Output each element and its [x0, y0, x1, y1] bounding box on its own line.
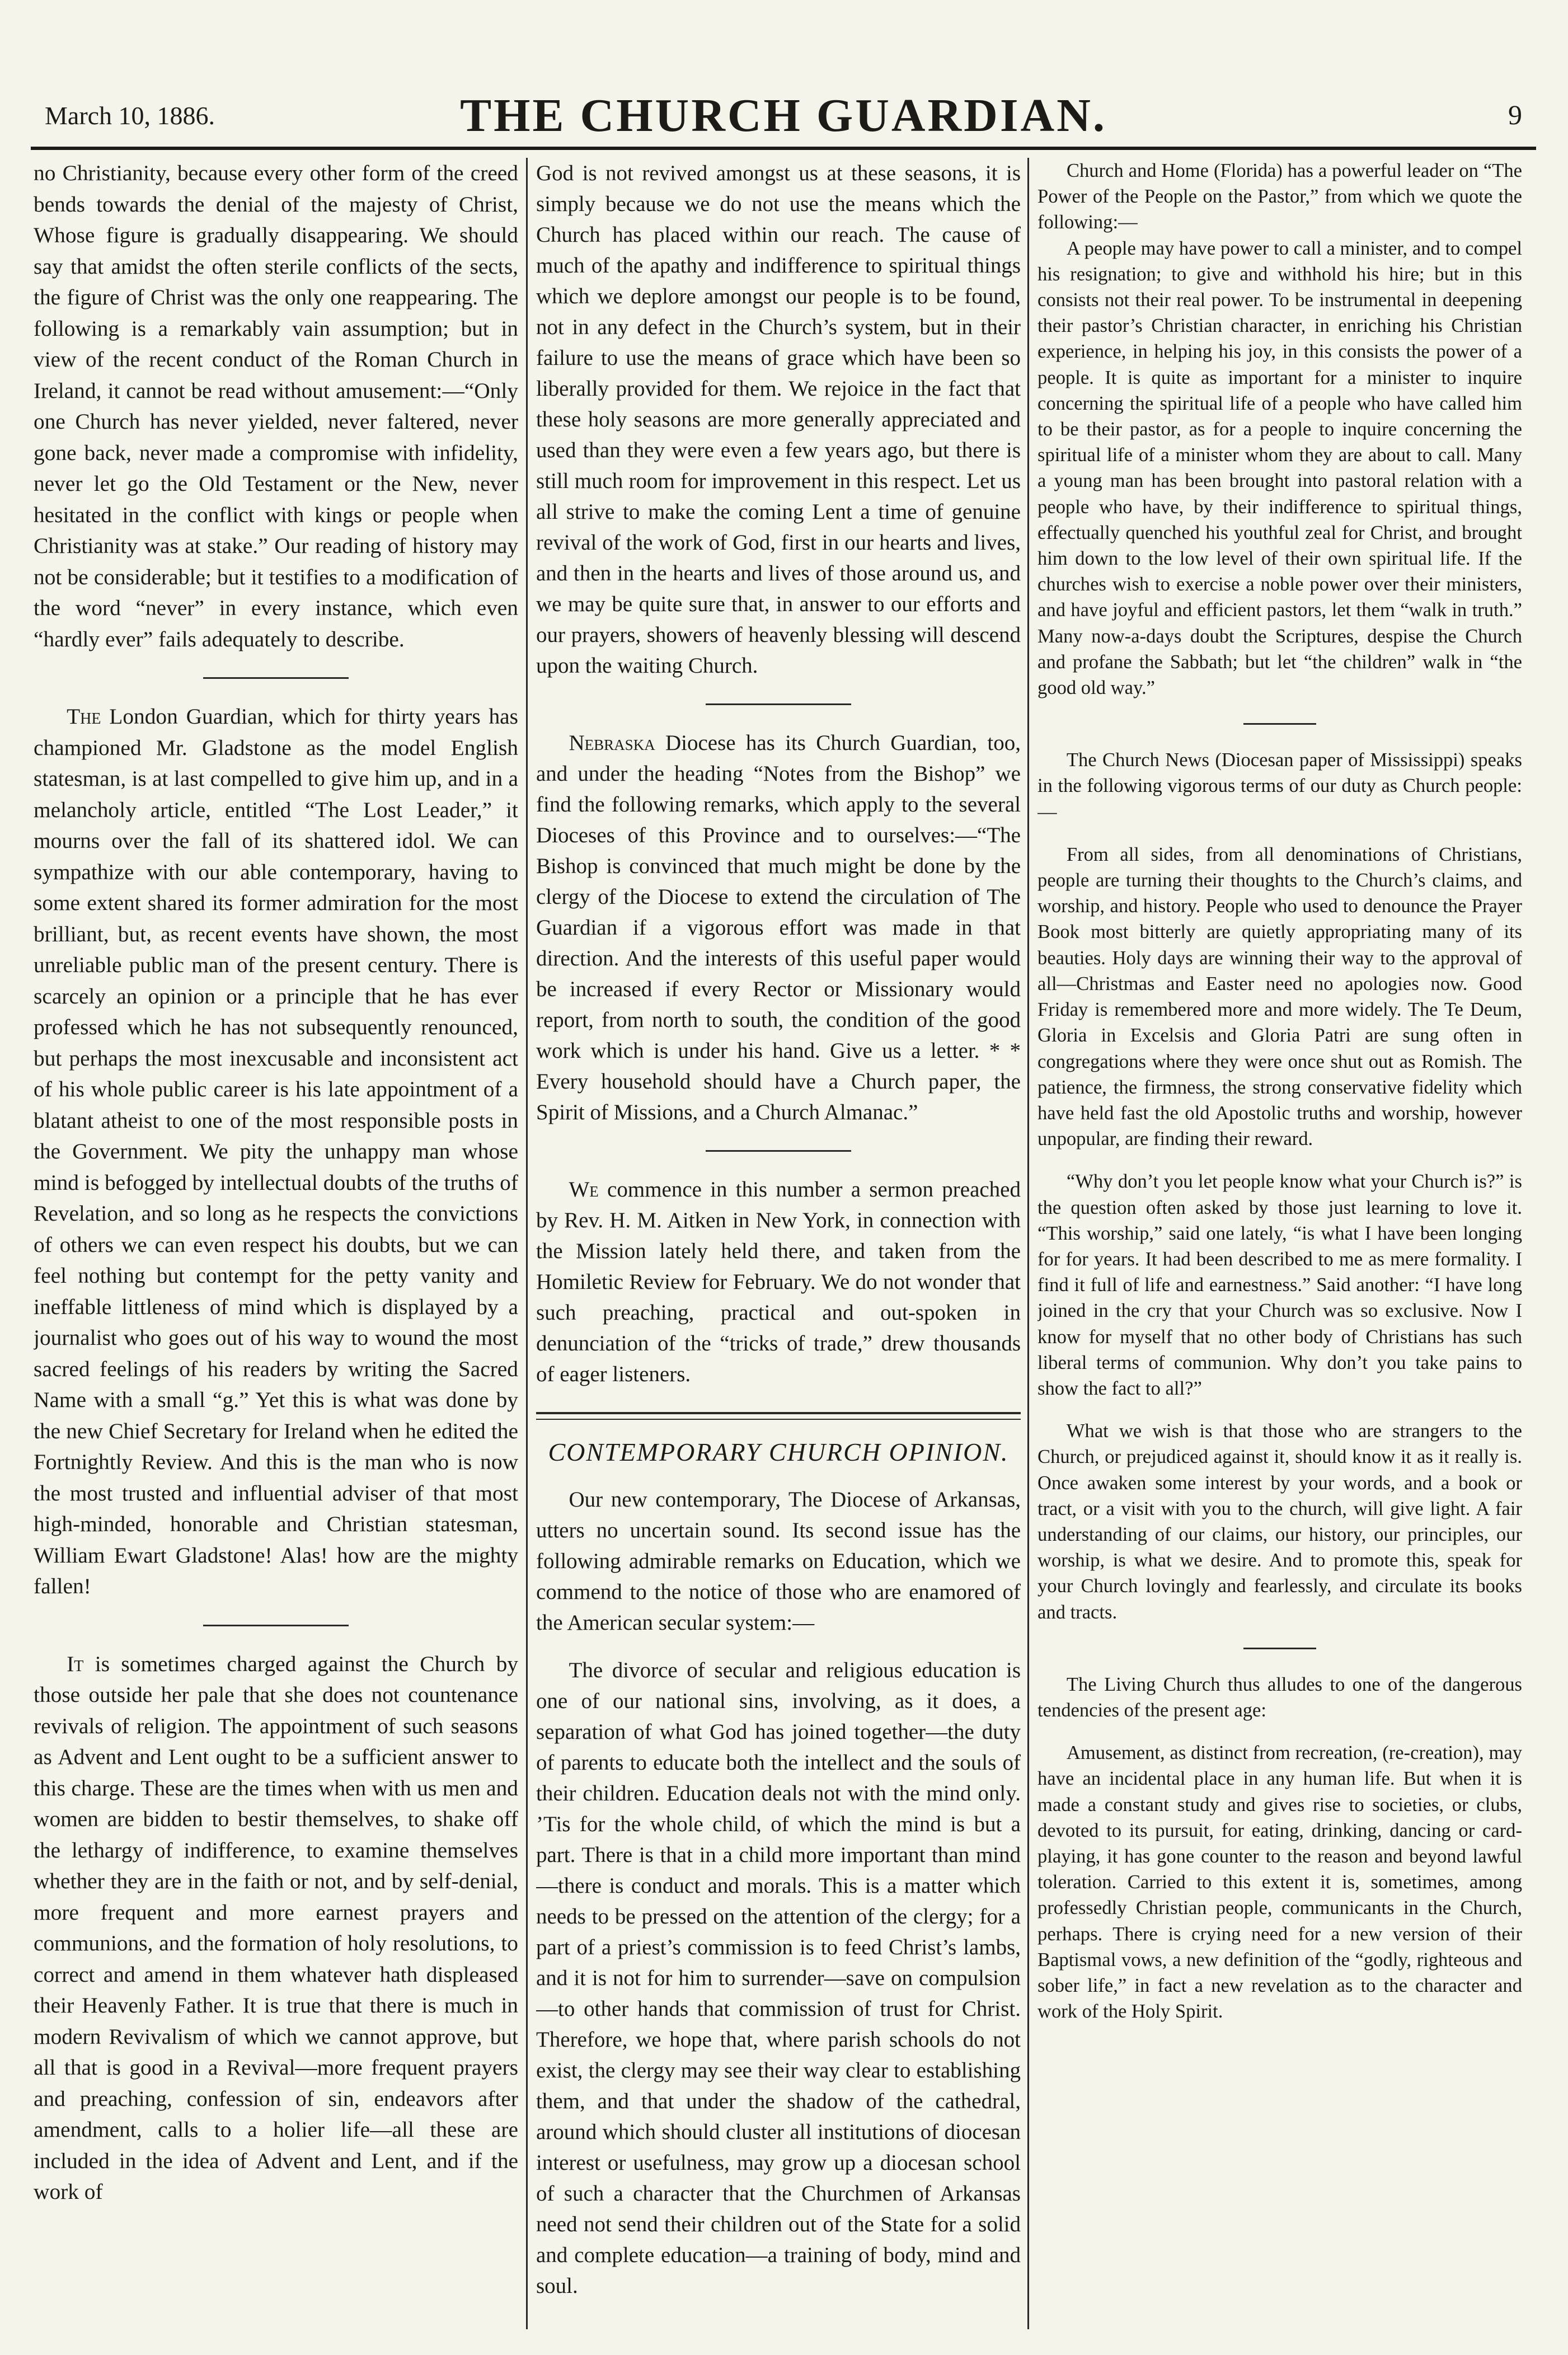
paragraph: no Christianity, because every other form of the creed bends towards the denial of the majesty of Christ, Whose figure is gradually disappearing. We should say that amidst the often sterile conflicts of the sects, the figure of Christ was the only one reappearing. The following is a remarkably vain assumption; but in view of the recent conduct of the Roman Church in Ireland, it cannot be read without amusement:—“Only one Church has never yielded, never faltered, never gone back, never made a compromise with infidelity, never let go the Old Testament or the New, never hesitated in the conflict with kings or people when Christianity was at stake.” Our reading of history may not be considerable; but it testifies to a modification of the word “never” in every instance, which even “hardly ever” fails adequately to describe.	[34, 161, 518, 651]
paragraph: The Church News (Diocesan paper of Mississippi) speaks in the following vigorous terms of our duty as Church people:—	[1037, 749, 1522, 823]
quoted-paragraph: The divorce of secular and religious education is one of our national sins, involving, as it does, a separation of what God has joined together—the duty of parents to educate both the intellect and the souls of their children. Education deals not with the mind only. ’Tis for the whole child, of which the mind is but a part. There is that in a child more important than mind—there is conduct and morals. This is a matter which needs to be pressed on the attention of the clergy; for a part of a priest’s commission is to feed Christ’s lambs, and it is not for him to surrender—save on compulsion—to other hands that commission of trust for Christ. Therefore, we hope that, where parish schools do not exist, the clergy may see their way clear to establishing them, and that under the shadow of the cathedral, around which should cluster all institutions of diocesan interest or usefulness, may grow up a diocesan school of such a character that the Churchmen of Arkansas need not send their children out of the State for a solid and complete education—a training of body, mind and soul.	[536, 1658, 1021, 2298]
page-number: 9	[1508, 99, 1522, 130]
quoted-paragraph: “Why don’t you let people know what your Church is?” is the question often asked by those just learning to love it. “This worship,” said one lately, “is what I have been longing for for years. It had been described to me as mere formality. I find it full of life and earnestness.” Said another: “I have long joined in the cry that your Church was so exclusive. Now I know for myself that no other body of Christians has such liberal terms of communion. Why don’t you take pains to show the fact to all?”	[1037, 1171, 1522, 1399]
lead-word: Nebraska	[569, 731, 655, 755]
column-3	[1037, 158, 1522, 2329]
paragraph-text: is sometimes charged against the Church by those outside her pale that she does not countenance revivals of religion. The appointment of such seasons as Advent and Lent ought to be a sufficient answer to this charge. These are the times when with us men and women are bidden to bestir themselves, to shake off the lethargy of indifference, to examine themselves whether they are in the faith or not, and by self-denial, more frequent and more earnest prayers and communions, and the formation of holy resolutions, to correct and amend in them whatever hath displeased their Heavenly Father. It is true that there is much in modern Revivalism of which we cannot approve, but all that is good in a Revival—more frequent prayers and preaching, confession of sin, endeavors after amendment, calls to a holier life—all these are included in the idea of Advent and Lent, and if the work of	[34, 1651, 518, 2204]
lead-word: The	[67, 704, 101, 729]
column-2	[536, 158, 1021, 2329]
paragraph: Church and Home (Florida) has a powerful leader on “The Power of the People on the Pastor,” from which we quote the following:—	[1037, 160, 1522, 233]
separator-rule	[203, 677, 349, 679]
separator-rule	[203, 1625, 349, 1626]
lead-word: It	[67, 1651, 84, 1676]
separator-rule	[706, 1150, 851, 1152]
column-divider	[1027, 158, 1029, 2329]
quoted-paragraph: Amusement, as distinct from recreation, (re-creation), may have an incidental place in any human life. But when it is made a constant study and gives rise to societies, or clubs, devoted to its pursuit, for eating, drinking, dancing or card-playing, it has gone counter to the reason and beyond lawful toleration. Carried to this extent it is, sometimes, among professedly Christian people, communicants in the Church, perhaps. There is crying need for a new version of their Baptismal vows, a new definition of the “godly, righteous and sober life,” in fact a new revelation as to the character and work of the Holy Spirit.	[1037, 1742, 1522, 2023]
paragraph-text: Diocese has its Church Guardian, too, and under the heading “Notes from the Bishop” we find the following remarks, which apply to the several Dioceses of this Province and to ourselves:—“The Bishop is convinced that much might be done by the clergy of the Diocese to extend the circulation of The Guardian if a vigorous effort was made in that direction. And the interests of this useful paper would be increased if every Rector or Missionary would report, from north to south, the condition of the good work which is under his hand. Give us a letter. * * Every household should have a Church paper, the Spirit of Missions, and a Church Almanac.”	[536, 731, 1021, 1124]
column-divider	[526, 158, 528, 2329]
separator-rule	[706, 703, 851, 705]
quoted-paragraph: From all sides, from all denominations of Christians, people are turning their thoughts to the Church’s claims, and worship, and history. People who used to denounce the Prayer Book most bitterly are quietly appropriating many of its beauties. Holy days are winning their way to the approval of all—Christmas and Easter need no apologies now. Good Friday is remembered more and more widely. The Te Deum, Gloria in Excelsis and Gloria Patri are sung often in congregations where they were once shut out as Romish. The patience, the firmness, the strong conservative fidelity which have held fast the old Apostolic truths and worship, however unpopular, are finding their reward.	[1037, 843, 1522, 1150]
paragraph	[34, 1649, 518, 2208]
paragraph: The Living Church thus alludes to one of the dangerous tendencies of the present age:	[1037, 1673, 1522, 1721]
paragraph	[34, 701, 518, 1602]
paragraph	[536, 728, 1021, 1128]
separator-rule	[1243, 1648, 1316, 1649]
paragraph: Our new contemporary, The Diocese of Arkansas, utters no uncertain sound. Its second issue has the following admirable remarks on Education, which we commend to the notice of those who are enamored of the American secular system:—	[536, 1488, 1021, 1635]
separator-rule	[1243, 723, 1316, 725]
quoted-paragraph: A people may have power to call a minister, and to compel his resignation; to give and withhold his hire; but in this consists not their real power. To be instrumental in deepening their pastor’s Christian character, in enriching his Christian experience, in helping his joy, in this consists the power of a people. It is quite as important for a minister to inquire concerning the spiritual life of a people who have called him to be their pastor, as for a people to inquire concerning the spiritual life of a minister whom they are about to call. Many a young man has been brought into pastoral relation with a people who have, by their indifference to spiritual things, effectually quenched his youthful zeal for Christ, and brought him down to the low level of their own spiritual life. If the churches wish to exercise a noble power over their ministers, and have joyful and efficient pastors, let them “walk in truth.” Many now-a-days doubt the Scriptures, despise the Church and profane the Sabbath; but let “the children” walk in “the good old way.”	[1037, 237, 1522, 699]
section-rule	[536, 1412, 1021, 1420]
column-1	[34, 158, 518, 2329]
paragraph-text: London Guardian, which for thirty years has championed Mr. Gladstone as the model English statesman, is at last compelled to give him up, and in a melancholy article, entitled “The Lost Leader,” it mourns over the fall of its shattered idol. We can sympathize with our able contemporary, having to some extent shared its former admiration for the most brilliant, but, as recent events have shown, the most unreliable public man of the present century. There is scarcely an opinion or a principle that he has ever professed which he has not subsequently renounced, but perhaps the most inexcusable and inconsistent act of his whole public career is his late appointment of a blatant atheist to one of the most responsible posts in the Government. We pity the unhappy man whose mind is befogged by intellectual doubts of the truths of Revelation, and so long as he respects the convictions of others we can even respect his doubts, but we can feel nothing but contempt for the petty vanity and ineffable littleness of mind which is displayed by a journalist who goes out of his way to wound the most sacred feelings of his readers by writing the Sacred Name with a small “g.” Yet this is what was done by the new Chief Secretary for Ireland when he edited the Fortnightly Review. And this is the man who is now the most trusted and influential adviser of that most high-minded, honorable and Christian statesman, William Ewart Gladstone! Alas! how are the mighty fallen!	[34, 704, 518, 1598]
section-title: CONTEMPORARY CHURCH OPINION.	[548, 1438, 1009, 1466]
paragraph-text: commence in this number a sermon preached by Rev. H. M. Aitken in New York, in connection with the Mission lately held there, and taken from the Homiletic Review for February. We do not wonder that such preaching, practical and out-spoken in denunciation of the “tricks of trade,” drew thousands of eager listeners.	[536, 1178, 1021, 1386]
quoted-paragraph: What we wish is that those who are strangers to the Church, or prejudiced against it, should know it as it really is. Once awaken some interest by your words, and a book or tract, or a visit with you to the church, will give light. A fair understanding of our claims, our history, our principles, our worship, is what we desire. And to promote this, speak for your Church lovingly and fearlessly, and circulate its books and tracts.	[1037, 1420, 1522, 1623]
newspaper-title: THE CHURCH GUARDIAN.	[460, 90, 1107, 142]
paragraph: God is not revived amongst us at these seasons, it is simply because we do not use the means which the Church has placed within our reach. The cause of much of the apathy and indifference to spiritual things which we deplore amongst our people is to be found, not in any defect in the Church’s system, but in their failure to use the means of grace which have been so liberally provided for them. We rejoice in the fact that these holy seasons are more generally appreciated and used than they were even a few years ago, but there is still much room for improvement in this respect. Let us all strive to make the coming Lent a time of genuine revival of the work of God, first in our hearts and lives, and then in the hearts and lives of those around us, and we may be quite sure that, in answer to our efforts and our prayers, showers of heavenly blessing will descend upon the waiting Church.	[536, 161, 1021, 678]
issue-date: March 10, 1886.	[45, 101, 215, 130]
lead-word: We	[569, 1178, 599, 1202]
masthead	[34, 84, 1533, 148]
masthead-rule	[31, 147, 1536, 150]
paragraph	[536, 1174, 1021, 1390]
